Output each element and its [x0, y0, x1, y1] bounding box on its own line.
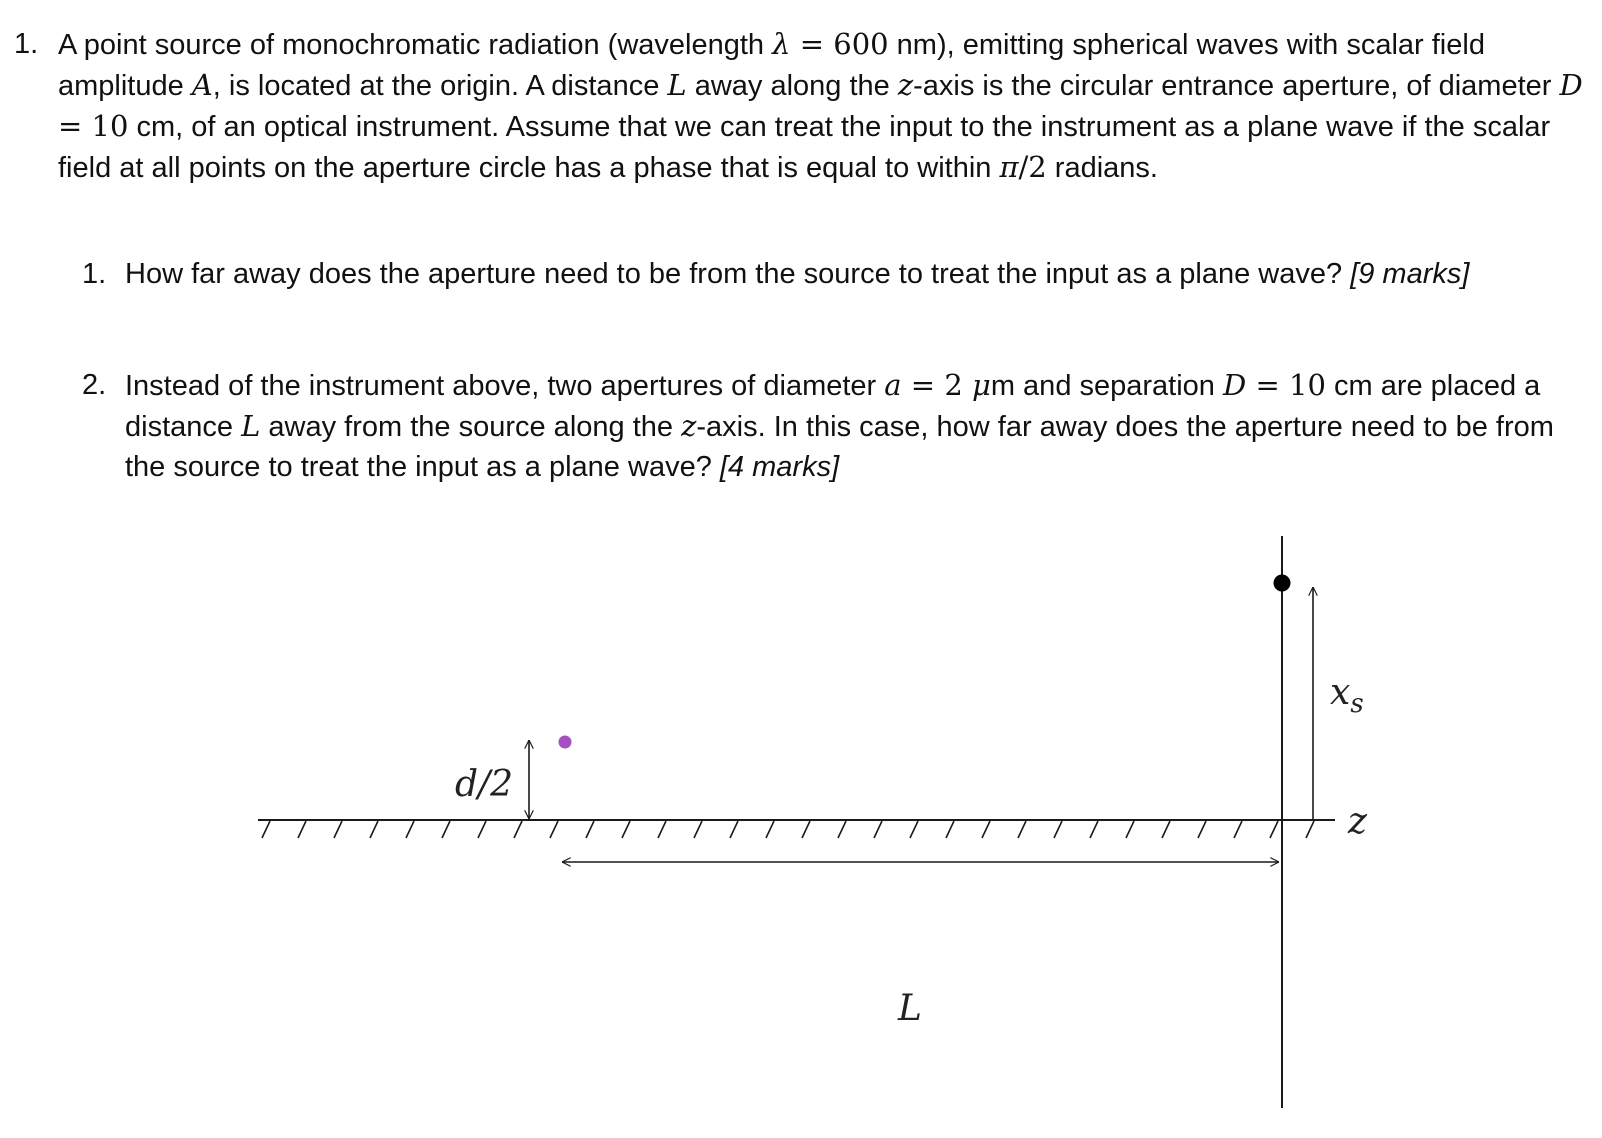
half-separation-label: d/2 — [455, 764, 514, 805]
screen-point — [1274, 575, 1291, 592]
ground-hatching — [262, 821, 1314, 838]
hatch-mark — [694, 821, 702, 838]
hatch-mark — [982, 821, 990, 838]
distance-symbol: L — [667, 68, 687, 102]
hatch-mark — [1054, 821, 1062, 838]
part-number: 2. — [82, 369, 107, 401]
hatch-mark — [838, 821, 846, 838]
hatch-mark — [1270, 821, 1278, 838]
marks-label: [9 marks] — [1350, 258, 1470, 290]
hatch-mark — [1198, 821, 1206, 838]
hatch-mark — [874, 821, 882, 838]
hatch-mark — [766, 821, 774, 838]
hatch-mark — [1090, 821, 1098, 838]
part-text: How far away does the aperture need to be from the source to treat the input as a plane wave? [9 marks] — [125, 258, 1470, 290]
hatch-mark — [586, 821, 594, 838]
hatch-mark — [946, 821, 954, 838]
problem-intro: A point source of monochromatic radiation (wavelength λ = 600 nm), emitting spherical waves with scalar field amplitude A, is located at the origin. A distance L away along the z-axis is the circular entrance aperture, of diameter D = 10 cm, of an optical instrument. Assume that we can treat the input to the instrument as a plane wave if the scalar field at all points on the aperture circle has a phase that is equal to within π/2 radians. — [58, 27, 1583, 184]
hatch-mark — [1018, 821, 1026, 838]
problem-number: 1. — [14, 28, 39, 60]
hatch-mark — [370, 821, 378, 838]
distance-label: L — [898, 988, 922, 1029]
amplitude-symbol: A — [191, 68, 213, 102]
hatch-mark — [442, 821, 450, 838]
part-text: Instead of the instrument above, two apertures of diameter a = 2 μm and separation D = 10 cm are placed a distance L away from the source along the z-axis. In this case, how far away does the aperture need to be from the source to treat the input as a plane wave? [4 marks] — [125, 368, 1554, 483]
hatch-mark — [622, 821, 630, 838]
z-symbol: z — [897, 68, 914, 102]
hatch-mark — [514, 821, 522, 838]
hatch-mark — [550, 821, 558, 838]
hatch-mark — [334, 821, 342, 838]
hatch-mark — [802, 821, 810, 838]
hatch-mark — [478, 821, 486, 838]
lambda-symbol: λ — [772, 27, 791, 61]
marks-label: [4 marks] — [719, 451, 840, 483]
hatch-mark — [910, 821, 918, 838]
hatch-mark — [1306, 821, 1314, 838]
xs-label: $x_s$ — [1330, 672, 1364, 719]
diameter-value: 10 — [91, 109, 129, 143]
source-dot — [559, 736, 572, 749]
hatch-mark — [262, 821, 270, 838]
wavelength-value: 600 — [833, 27, 889, 61]
hatch-mark — [658, 821, 666, 838]
hatch-mark — [1126, 821, 1134, 838]
hatch-mark — [1234, 821, 1242, 838]
part-number: 1. — [82, 258, 107, 290]
hatch-mark — [406, 821, 414, 838]
diameter-symbol: D — [1559, 68, 1583, 102]
hatch-mark — [1162, 821, 1170, 838]
hatch-mark — [298, 821, 306, 838]
z-axis-label: z — [1348, 801, 1367, 842]
pi-symbol: π — [999, 150, 1019, 184]
hatch-mark — [730, 821, 738, 838]
